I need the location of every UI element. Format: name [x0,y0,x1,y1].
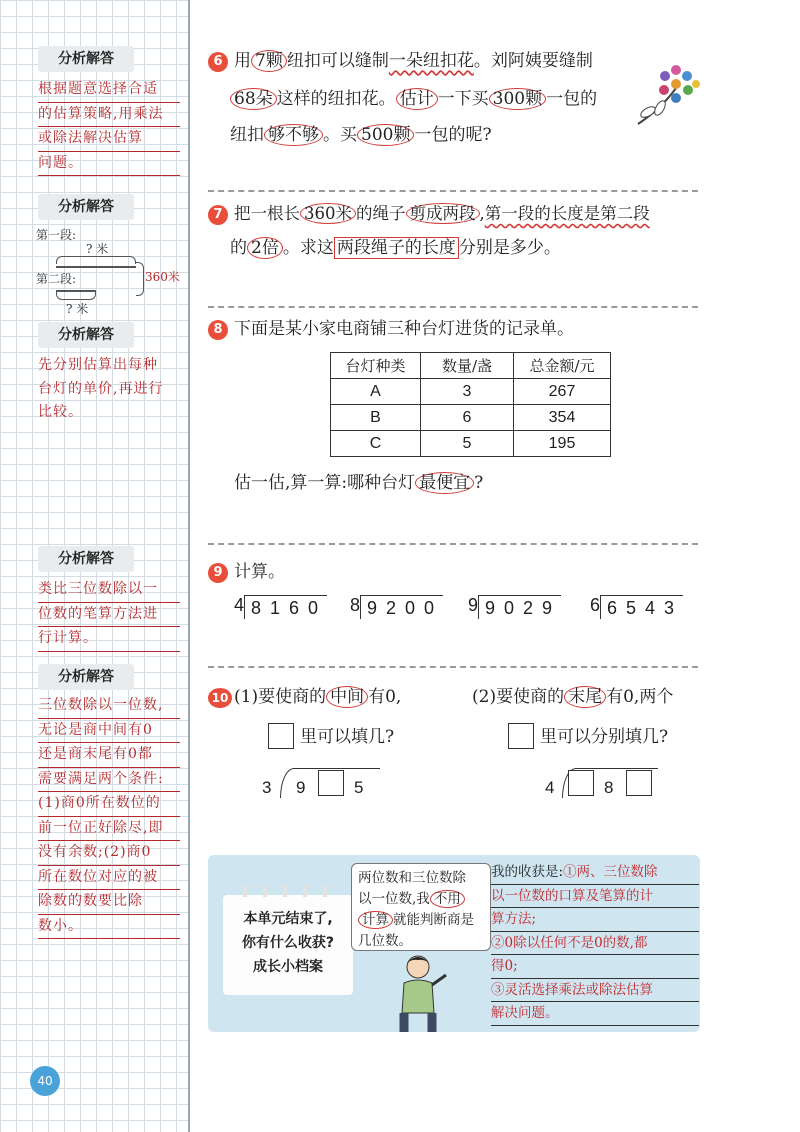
student-illustration [386,953,456,1032]
division-digit: 8 [604,778,614,797]
divider [208,666,698,668]
button-flower-illustration [632,58,702,130]
q6-line-3: 纽扣 够不够 。买 500颗 一包的呢? [230,125,492,145]
q6-line-2: 68朵 这样的纽扣花。 估计 一下买 300颗 一包的 [230,88,597,110]
sidebar-heading: 分析解答 [38,546,134,572]
segment-one-question: ? 米 [86,242,109,256]
card-pin [243,885,247,897]
table-cell: B [331,405,421,431]
card-pin [323,885,327,897]
table-header: 数量/盏 [421,353,514,379]
card-pin [263,885,267,897]
divider [208,543,698,545]
long-division-problem: 6 6543 [590,595,684,618]
student-arm [432,975,446,985]
divider [208,306,698,308]
segment-two-brace [56,292,96,300]
blank-box[interactable] [268,723,294,749]
flower-button [682,71,692,81]
total-length: 360米 [145,270,180,284]
table-cell: 5 [421,431,514,457]
division-divisor: 3 [262,778,272,797]
q7-line-2: 的 2倍 。求这 两段绳子的长度 分别是多少。 [230,238,561,258]
total-brace [136,262,144,296]
division-digit: 9 [296,778,306,797]
q10-part2-line1: (2)要使商的 末尾 有0,两个 [472,687,674,707]
flower-button [683,85,693,95]
question-number: 10 [208,688,232,708]
table-row [331,405,611,431]
table-cell: 6 [421,405,514,431]
flower-button [671,65,681,75]
table-cell: 354 [514,405,611,431]
q10-part2-line2: 里可以分别填几? [540,727,669,747]
question-number: 8 [208,320,228,340]
sidebar [0,0,190,1132]
sidebar-heading: 分析解答 [38,322,134,348]
page-number-badge [30,1066,60,1096]
flower-button [692,80,700,88]
sidebar-heading: 分析解答 [38,46,134,72]
growth-card [223,895,353,995]
student-shirt [402,980,434,1013]
sidebar-note: 三位数除以一位数, 无论是商中间有0 还是商末尾有0都 需要满足两个条件: (1)商0所在数位的 前一位正好除尽,即 没有余数;(2)商0 所在数位对应的被 除数的数要比除 数小。 [38,694,180,939]
blank-box[interactable] [508,723,534,749]
long-division-problem: 8 9200 [350,595,444,618]
sidebar-note: 类比三位数除以一 位数的笔算方法进 行计算。 [38,578,180,652]
flower-button [671,79,681,89]
sidebar-note: 先分别估算出每种 台灯的单价,再进行 比较。 [38,357,164,420]
page-number: 40 [37,1074,53,1088]
flower-button [671,93,681,103]
q8-intro: 下面是某小家电商铺三种台灯进货的记录单。 [234,319,574,339]
table-cell: C [331,431,421,457]
long-division-problem: 4 8160 [234,595,328,618]
card-title: 成长小档案 [253,959,323,975]
sidebar-heading: 分析解答 [38,194,134,220]
card-line: 你有什么收获? [241,935,335,951]
question-number: 7 [208,205,228,225]
table-cell: 195 [514,431,611,457]
table-header: 总金额/元 [514,353,611,379]
segment-one-label: 第一段: [36,228,77,242]
q8-question: 估一估,算一算:哪种台灯 最便宜 ? [234,473,484,493]
segment-one-line [56,266,136,268]
growth-summary-panel [208,855,700,1032]
flower-button [659,85,669,95]
harvest-notes: 我的收获是:①两、三位数除 以一位数的口算及笔算的计 算方法; ②0除以任何不是0的数,都 得0; ③灵活选择乘法或除法估算 解决问题。 [491,861,699,1026]
card-line: 本单元结束了, [243,911,333,927]
speech-bubble: 两位数和三位数除 以一位数,我 不用 计算 就能判断商是 几位数。 [351,863,491,951]
card-pin [303,885,307,897]
q9-title: 计算。 [234,562,285,582]
student-legs [404,1013,432,1032]
table-header: 台灯种类 [331,353,421,379]
table-row [331,379,611,405]
divider [208,190,698,192]
sidebar-note: 根据题意选择合适 的估算策略,用乘法 或除法解决估算 问题。 [38,78,180,176]
purchase-record-table [330,352,611,457]
question-number: 9 [208,563,228,583]
q10-part1-line2: 里可以填几? [300,727,395,747]
q7-line-1: 把一根长 360米 的绳子 剪成两段 ,第一段的长度是第二段 [234,204,650,223]
table-cell: A [331,379,421,405]
segment-two-label: 第二段: [36,272,77,286]
table-cell: 267 [514,379,611,405]
sidebar-heading: 分析解答 [38,664,134,690]
card-pin [283,885,287,897]
table-header-row [331,353,611,379]
long-division-problem: 9 9029 [468,595,562,618]
table-cell: 3 [421,379,514,405]
q6-line-1: 用 7颗 纽扣可以缝制一朵纽扣花。刘阿姨要缝制 [234,51,593,71]
blank-box[interactable] [568,770,594,796]
q10-part1-line1: (1)要使商的 中间 有0, [234,687,402,707]
blank-box[interactable] [318,770,344,796]
division-digit: 5 [354,778,364,797]
segment-two-question: ? 米 [66,302,89,316]
segment-one-brace [56,256,136,264]
question-number: 6 [208,52,228,72]
table-row [331,431,611,457]
division-divisor: 4 [545,778,555,797]
blank-box[interactable] [626,770,652,796]
flower-button [660,71,670,81]
